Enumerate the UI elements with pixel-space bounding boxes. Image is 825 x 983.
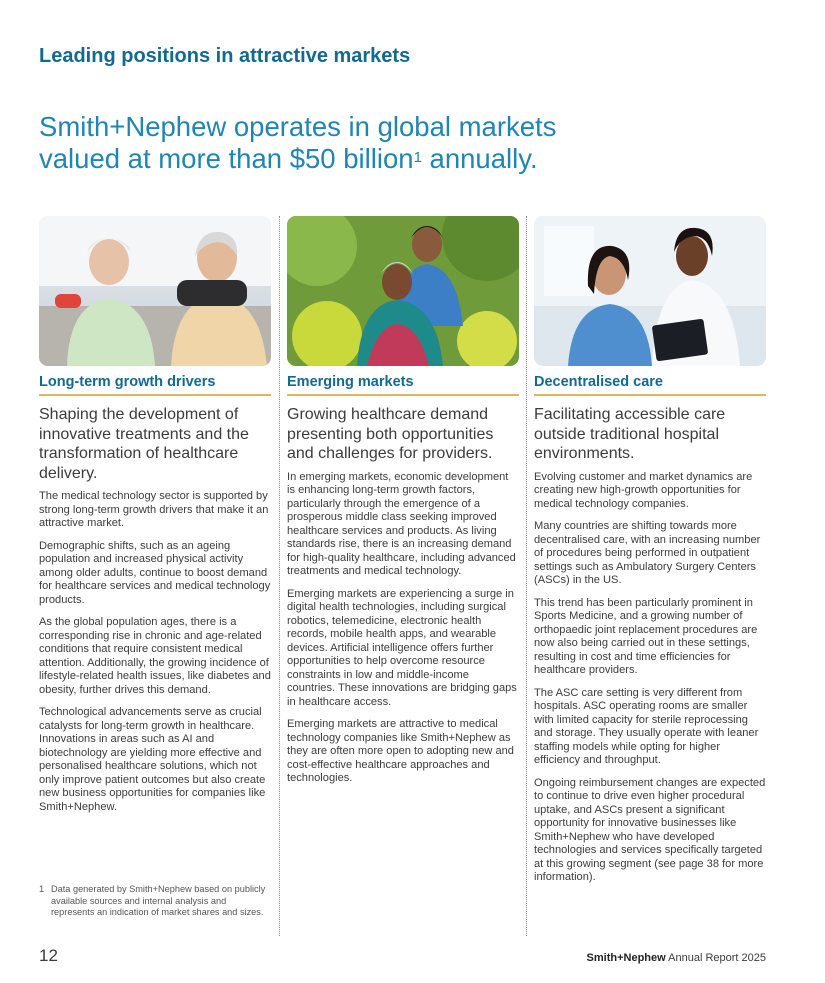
- column-body: [39, 490, 271, 814]
- photo-seniors-exercising: [39, 216, 271, 366]
- column-subtitle: Growing healthcare demand presenting both opportunities and challenges for providers.: [287, 406, 494, 462]
- page-number: 12: [39, 946, 58, 965]
- report-footer: [587, 952, 766, 964]
- paragraph: Emerging markets are experiencing a surge in digital health technologies, including surgical robotics, telemedicine, electronic health records, mobile health apps, and wearable devices. Artificial intelligence offers further opportunities to help overcome resource constraints in low and middle-income countries. These innovations are bridging gaps in healthcare access.: [287, 587, 517, 708]
- column-divider: [526, 216, 527, 936]
- section-kicker: Leading positions in attractive markets: [39, 45, 411, 67]
- column-emerging-markets: [287, 216, 519, 786]
- photo-nurse-and-patient: [287, 216, 519, 366]
- paragraph: Demographic shifts, such as an ageing population and increased physical activity among older adults, continue to boost demand for healthcare services and medical technology products.: [39, 539, 271, 606]
- footnote-number: 1: [39, 884, 45, 894]
- paragraph: Evolving customer and market dynamics are creating new high-growth opportunities for medical technology companies.: [534, 470, 753, 510]
- footnote-row: [39, 884, 271, 919]
- paragraph: Technological advancements serve as crucial catalysts for long-term growth in healthcare. Innovations in areas such as AI and biotechnology are yielding more effective and personalised healthcare solutions, which not only improve patient outcomes but also create new business opportunities for companies like Smith+Nephew.: [39, 706, 266, 813]
- photo-doctor-and-patient: [534, 216, 766, 366]
- column-subtitle: Facilitating accessible care outside traditional hospital environments.: [534, 406, 726, 462]
- brand-name: Smith+Nephew: [586, 952, 666, 964]
- headline-text-end: annually.: [421, 143, 538, 175]
- paragraph: In emerging markets, economic development is enhancing long-term growth factors, particularly through the emergence of a prosperous middle class seeking improved healthcare services and products. As living standards rise, there is an increasing demand for high-quality healthcare, including advanced treatments and medical technology.: [287, 470, 516, 577]
- column-body: [534, 471, 766, 885]
- photo-illustration: [287, 216, 519, 366]
- page-headline: [39, 111, 599, 175]
- column-subtitle: Shaping the development of innovative treatments and the transformation of healthcare delivery.: [39, 406, 249, 482]
- column-title: Emerging markets: [287, 374, 519, 396]
- footnote-text: Data generated by Smith+Nephew based on publicly available sources and internal analysis and represents an indication of market shares and sizes.: [51, 884, 266, 917]
- column-title: Decentralised care: [534, 374, 766, 396]
- column-body: [287, 471, 519, 786]
- report-title: Annual Report 2025: [665, 952, 766, 964]
- paragraph: The medical technology sector is supported by strong long-term growth drivers that make it an attractive market.: [39, 490, 269, 529]
- photo-illustration: [534, 216, 766, 366]
- footnote-ref: 1: [413, 149, 422, 167]
- paragraph: Ongoing reimbursement changes are expected to continue to drive even higher procedural uptake, and ASCs present a significant opportunity for innovative businesses like Smith+Nephew who have developed technologies and services specifically targeted at this growing segment (see page 38 for more information).: [534, 776, 766, 883]
- paragraph: The ASC care setting is very different from hospitals. ASC operating rooms are smaller with limited capacity for sterile reprocessing and storage. They usually operate with leaner staffing models while opting for higher efficiency and throughput.: [534, 686, 759, 766]
- photo-illustration: [39, 216, 271, 366]
- headline-text: Smith+Nephew operates in global markets valued at more than $50 billion: [39, 111, 557, 175]
- paragraph: Many countries are shifting towards more decentralised care, with an increasing number of procedures being performed in outpatient settings such as Ambulatory Surgery Centers (ASCs) in the US.: [534, 520, 761, 586]
- column-growth-drivers: [39, 216, 271, 814]
- footnote: [39, 884, 271, 919]
- paragraph: As the global population ages, there is a corresponding rise in chronic and age-related conditions that require consistent medical attention. Additionally, the growing incidence of lifestyle-related health issues, like diabetes and obesity, further drives this demand.: [39, 616, 271, 696]
- paragraph: This trend has been particularly prominent in Sports Medicine, and a growing number of orthopaedic joint replacement procedures are now also being carried out in these settings, resulting in cost and time efficiencies for healthcare providers.: [534, 596, 758, 676]
- column-decentralised-care: [534, 216, 766, 885]
- column-divider: [279, 216, 280, 936]
- paragraph: Emerging markets are attractive to medical technology companies like Smith+Nephew as they are often more open to adopting new and cost-effective healthcare approaches and technologies.: [287, 718, 514, 784]
- column-title: Long-term growth drivers: [39, 374, 271, 396]
